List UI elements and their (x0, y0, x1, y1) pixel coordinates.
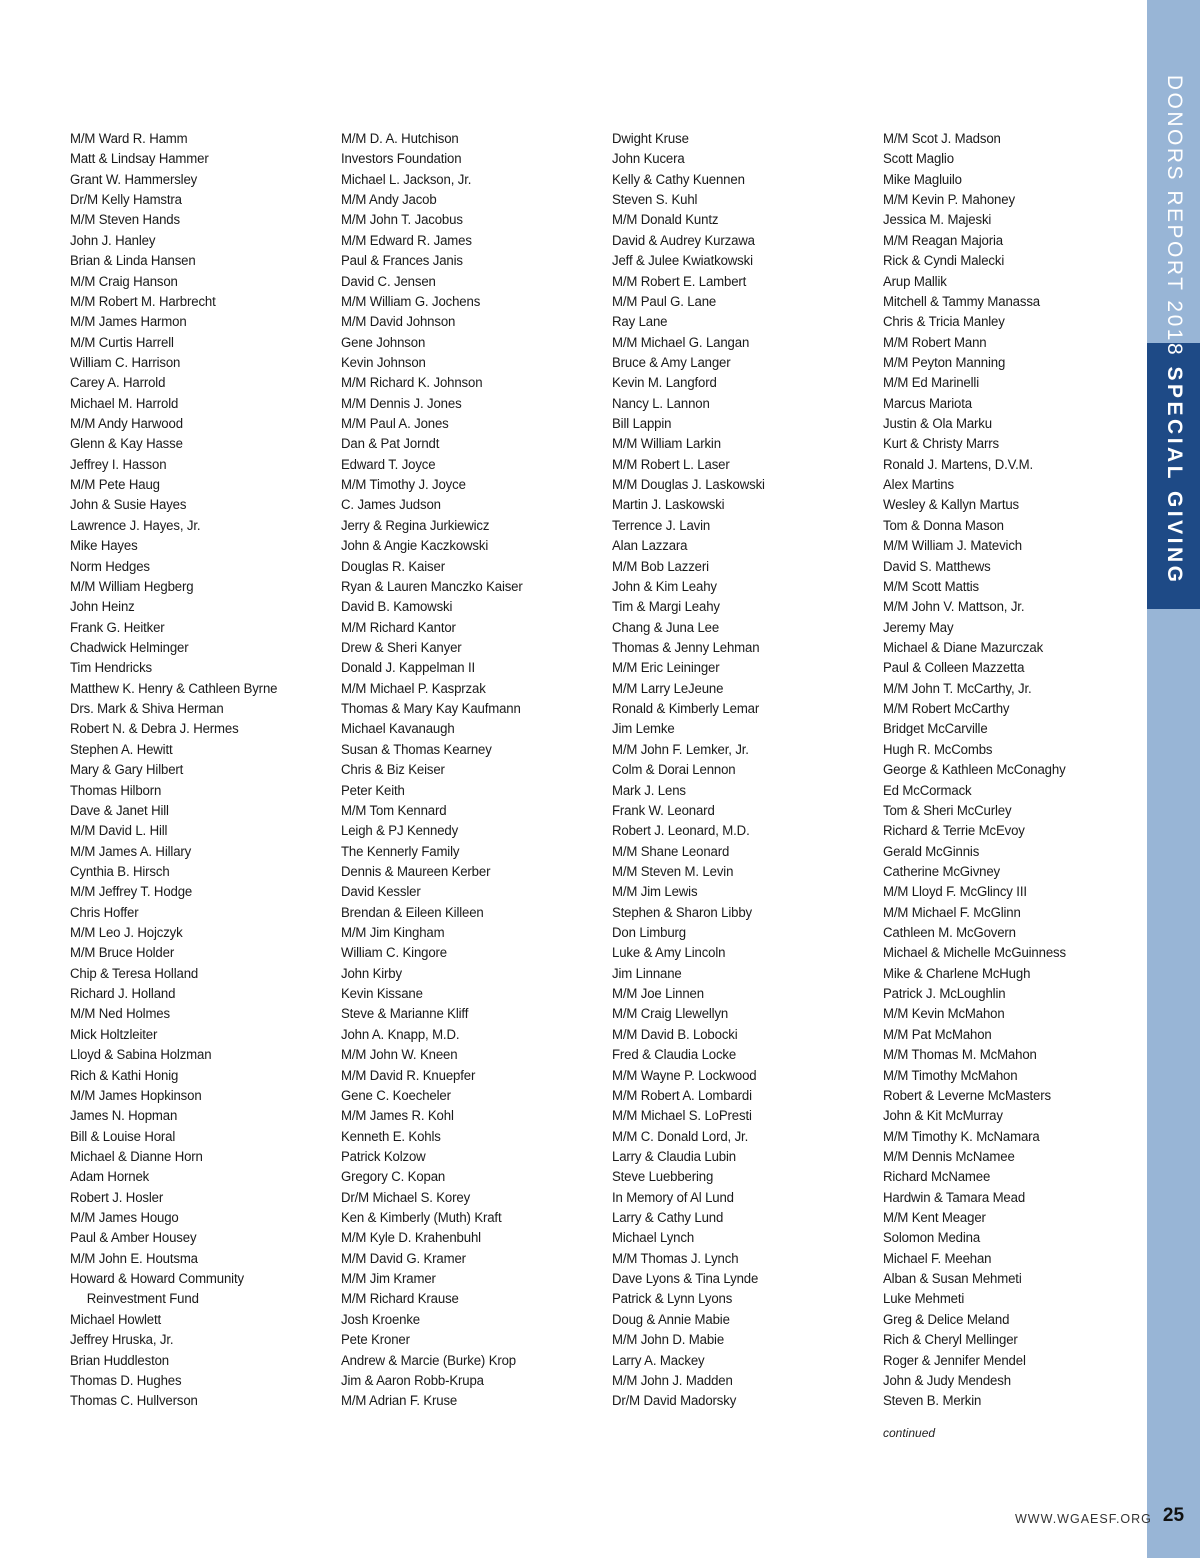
donor-name: John & Susie Hayes (70, 497, 187, 514)
donor-name: Arup Mallik (883, 273, 947, 290)
donor-name: M/M John J. Madden (612, 1372, 733, 1389)
donor-column-1 (70, 129, 303, 1412)
donor-name: In Memory of Al Lund (612, 1189, 734, 1206)
donor-name: Jim & Aaron Robb-Krupa (341, 1372, 484, 1389)
donor-name: M/M John T. McCarthy, Jr. (883, 680, 1032, 697)
donor-name: Thomas & Jenny Lehman (612, 639, 760, 656)
donor-name: Brian & Linda Hansen (70, 253, 196, 270)
donor-name: Mike Hayes (70, 538, 138, 555)
donor-name: M/M David R. Knuepfer (341, 1067, 476, 1084)
donor-name: Frank W. Leonard (612, 802, 715, 819)
donor-name: Reinvestment Fund (86, 1291, 199, 1308)
donor-name: Kevin Kissane (341, 986, 423, 1003)
donor-name: Jessica M. Majeski (883, 212, 992, 229)
donor-name: Edward T. Joyce (341, 456, 436, 473)
donor-name: David & Audrey Kurzawa (612, 232, 755, 249)
donor-name: John & Kit McMurray (883, 1108, 1003, 1125)
donor-name: Paul & Frances Janis (341, 253, 463, 270)
donor-name: M/M William Larkin (612, 436, 721, 453)
donor-name: M/M Timothy K. McNamara (883, 1128, 1040, 1145)
donor-name: M/M C. Donald Lord, Jr. (612, 1128, 749, 1145)
donor-name: M/M Robert McCarthy (883, 701, 1010, 718)
donor-name: Rich & Kathi Honig (70, 1067, 179, 1084)
donor-name: M/M David Johnson (341, 314, 456, 331)
donor-name: David S. Matthews (883, 558, 991, 575)
donor-name: M/M Ed Marinelli (883, 375, 980, 392)
donor-name: Leigh & PJ Kennedy (341, 823, 459, 840)
donor-name: Luke & Amy Lincoln (612, 945, 726, 962)
donor-name: Michael Kavanaugh (341, 721, 455, 738)
donor-name: Patrick & Lynn Lyons (612, 1291, 733, 1308)
donor-name: John J. Hanley (70, 232, 156, 249)
donor-name: Justin & Ola Marku (883, 416, 992, 433)
donor-name: Thomas C. Hullverson (70, 1393, 198, 1410)
donor-name: Jerry & Regina Jurkiewicz (341, 517, 490, 534)
donor-name: M/M Robert A. Lombardi (612, 1087, 752, 1104)
donor-name: Chip & Teresa Holland (70, 965, 199, 982)
donor-name: Cynthia B. Hirsch (70, 863, 170, 880)
donor-name: Peter Keith (341, 782, 405, 799)
donor-name: M/M Shane Leonard (612, 843, 730, 860)
donor-name: Richard J. Holland (70, 986, 176, 1003)
donor-name: Mark J. Lens (612, 782, 686, 799)
donor-name: Andrew & Marcie (Burke) Krop (341, 1352, 517, 1369)
donor-name: M/M Robert M. Harbrecht (70, 293, 216, 310)
donor-name: Norm Hedges (70, 558, 150, 575)
donor-name: Drew & Sheri Kanyer (341, 639, 462, 656)
donor-name: Ronald J. Martens, D.V.M. (883, 456, 1034, 473)
donor-name: M/M Jim Kramer (341, 1271, 436, 1288)
donor-name: Bill Lappin (612, 416, 672, 433)
donor-name: M/M John V. Mattson, Jr. (883, 599, 1025, 616)
donor-name: Wesley & Kallyn Martus (883, 497, 1020, 514)
donor-name: M/M Timothy McMahon (883, 1067, 1018, 1084)
donor-name: Donald J. Kappelman II (341, 660, 476, 677)
donor-name: Jim Lemke (612, 721, 675, 738)
donor-name: Colm & Dorai Lennon (612, 762, 736, 779)
donor-name: M/M Michael P. Kasprzak (341, 680, 486, 697)
donor-name: M/M James Hougo (70, 1210, 179, 1227)
donor-name: Paul & Amber Housey (70, 1230, 197, 1247)
donor-name: Tim & Margi Leahy (612, 599, 720, 616)
donor-name: Ed McCormack (883, 782, 972, 799)
donor-name: Michael & Michelle McGuinness (883, 945, 1066, 962)
donor-name: M/M Larry LeJeune (612, 680, 724, 697)
section-title: SPECIAL GIVING (1163, 366, 1186, 586)
donor-name: M/M Craig Llewellyn (612, 1006, 729, 1023)
donor-name: Fred & Claudia Locke (612, 1047, 737, 1064)
donor-name: Adam Hornek (70, 1169, 150, 1186)
donor-name: Alex Martins (883, 477, 954, 494)
donor-name: Dr/M Kelly Hamstra (70, 192, 182, 209)
donor-name: Brendan & Eileen Killeen (341, 904, 484, 921)
donor-name: Gerald McGinnis (883, 843, 980, 860)
donor-name: Don Limburg (612, 925, 687, 942)
donor-name: M/M Joe Linnen (612, 986, 704, 1003)
donor-name: M/M Steven Hands (70, 212, 180, 229)
donor-name: David C. Jensen (341, 273, 436, 290)
donor-name: Susan & Thomas Kearney (341, 741, 492, 758)
donor-column-4 (883, 129, 1116, 1412)
donor-name: Roger & Jennifer Mendel (883, 1352, 1026, 1369)
donor-name: M/M Michael S. LoPresti (612, 1108, 752, 1125)
donor-name: John & Angie Kaczkowski (341, 538, 489, 555)
donor-name: Steven S. Kuhl (612, 192, 698, 209)
continued-label: continued (883, 1426, 936, 1440)
donor-name: Luke Mehmeti (883, 1291, 965, 1308)
donor-name: M/M Jeffrey T. Hodge (70, 884, 193, 901)
donor-name: M/M James Hopkinson (70, 1087, 202, 1104)
donor-name: Chris Hoffer (70, 904, 139, 921)
donor-name: Bill & Louise Horal (70, 1128, 176, 1145)
donor-name: Chris & Biz Keiser (341, 762, 445, 779)
donor-name: John & Judy Mendesh (883, 1372, 1011, 1389)
donor-name: Carey A. Harrold (70, 375, 166, 392)
donor-name: Bridget McCarville (883, 721, 988, 738)
donor-name: M/M Richard K. Johnson (341, 375, 483, 392)
donor-name: Gregory C. Kopan (341, 1169, 446, 1186)
donor-name: Matthew K. Henry & Cathleen Byrne (70, 680, 278, 697)
donor-name: M/M Pat McMahon (883, 1026, 992, 1043)
donor-name: M/M David L. Hill (70, 823, 168, 840)
donor-name: Ray Lane (612, 314, 668, 331)
donor-name: Dr/M Michael S. Korey (341, 1189, 471, 1206)
donor-name: Dr/M David Madorsky (612, 1393, 737, 1410)
donor-name: Chris & Tricia Manley (883, 314, 1005, 331)
donor-name: Mary & Gary Hilbert (70, 762, 184, 779)
donor-name: Ryan & Lauren Manczko Kaiser (341, 578, 523, 595)
donor-name: M/M Peyton Manning (883, 354, 1006, 371)
donor-name: M/M Donald Kuntz (612, 212, 719, 229)
donor-name: M/M Richard Kantor (341, 619, 456, 636)
donor-column-2 (341, 129, 574, 1412)
donor-name: M/M Thomas J. Lynch (612, 1250, 739, 1267)
donor-name: Michael F. Meehan (883, 1250, 992, 1267)
donor-name: M/M Timothy J. Joyce (341, 477, 466, 494)
donor-name: John Heinz (70, 599, 135, 616)
donor-name: M/M Michael F. McGlinn (883, 904, 1021, 921)
donor-name: Kevin M. Langford (612, 375, 717, 392)
donor-name: M/M Robert Mann (883, 334, 987, 351)
donor-name: John Kucera (612, 151, 685, 168)
footer-url[interactable]: WWW.WGAESF.ORG (1015, 1512, 1152, 1526)
donor-name: Dave Lyons & Tina Lynde (612, 1271, 759, 1288)
donor-name: M/M Lloyd F. McGlincy III (883, 884, 1027, 901)
donor-name: Gene Johnson (341, 334, 426, 351)
donor-name: M/M Kyle D. Krahenbuhl (341, 1230, 481, 1247)
donor-name: M/M Kent Meager (883, 1210, 986, 1227)
donor-name: James N. Hopman (70, 1108, 178, 1125)
donor-name: Nancy L. Lannon (612, 395, 710, 412)
donor-name: Greg & Delice Meland (883, 1311, 1010, 1328)
donor-name: Ken & Kimberly (Muth) Kraft (341, 1210, 502, 1227)
donor-name: M/M Eric Leininger (612, 660, 720, 677)
donor-name: Patrick Kolzow (341, 1148, 426, 1165)
donor-name: Pete Kroner (341, 1332, 410, 1349)
donor-name: Dave & Janet Hill (70, 802, 169, 819)
donor-name: Jim Linnane (612, 965, 682, 982)
donor-name: Michael & Diane Mazurczak (883, 639, 1044, 656)
donor-name: M/M Curtis Harrell (70, 334, 174, 351)
donor-name: Terrence J. Lavin (612, 517, 711, 534)
donor-name: Thomas D. Hughes (70, 1372, 182, 1389)
donor-name: Michael M. Harrold (70, 395, 179, 412)
donor-name: Dan & Pat Jorndt (341, 436, 440, 453)
donor-name: M/M Edward R. James (341, 232, 472, 249)
donor-name: M/M Michael G. Langan (612, 334, 750, 351)
donor-name: M/M William J. Matevich (883, 538, 1023, 555)
donor-name: Alban & Susan Mehmeti (883, 1271, 1022, 1288)
donor-name: Kelly & Cathy Kuennen (612, 171, 745, 188)
report-title: DONORS REPORT 2018 (1163, 74, 1186, 358)
donor-name: Mike Magluilo (883, 171, 962, 188)
donor-name: M/M James A. Hillary (70, 843, 192, 860)
donor-name: Lawrence J. Hayes, Jr. (70, 517, 201, 534)
donor-name: Jeremy May (883, 619, 954, 636)
donor-name: Larry & Cathy Lund (612, 1210, 724, 1227)
donor-name: M/M Douglas J. Laskowski (612, 477, 765, 494)
donor-name: M/M Robert E. Lambert (612, 273, 747, 290)
donor-name: M/M John D. Mabie (612, 1332, 725, 1349)
donor-name: Mike & Charlene McHugh (883, 965, 1031, 982)
donor-name: M/M Jim Lewis (612, 884, 698, 901)
donor-name: M/M Andy Harwood (70, 416, 183, 433)
donor-name: M/M Scott Mattis (883, 578, 980, 595)
donor-name: John & Kim Leahy (612, 578, 717, 595)
donor-name: Robert J. Hosler (70, 1189, 164, 1206)
donor-name: M/M Bob Lazzeri (612, 558, 709, 575)
donor-name: Michael Howlett (70, 1311, 162, 1328)
donor-name: M/M Dennis McNamee (883, 1148, 1015, 1165)
donor-name: Patrick J. McLoughlin (883, 986, 1006, 1003)
donor-name: Michael Lynch (612, 1230, 695, 1247)
donor-name: Stephen & Sharon Libby (612, 904, 752, 921)
donor-name: Martin J. Laskowski (612, 497, 725, 514)
donor-name: Mick Holtzleiter (70, 1026, 158, 1043)
donor-name: M/M Steven M. Levin (612, 863, 734, 880)
donor-name: Chang & Juna Lee (612, 619, 720, 636)
donor-name: Steve Luebbering (612, 1169, 714, 1186)
donor-name: Tom & Sheri McCurley (883, 802, 1012, 819)
donor-name: Investors Foundation (341, 151, 462, 168)
donor-name: M/M William G. Jochens (341, 293, 481, 310)
donor-name: David Kessler (341, 884, 421, 901)
donor-name: Thomas Hilborn (70, 782, 162, 799)
donor-name: M/M D. A. Hutchison (341, 131, 459, 147)
donor-name: Robert & Leverne McMasters (883, 1087, 1051, 1104)
donor-name: Doug & Annie Mabie (612, 1311, 730, 1328)
donor-name: John Kirby (341, 965, 402, 982)
donor-name: M/M Pete Haug (70, 477, 160, 494)
donor-name: Dwight Kruse (612, 131, 689, 147)
donor-name: M/M Robert L. Laser (612, 456, 730, 473)
donor-name: Drs. Mark & Shiva Herman (70, 701, 224, 718)
donor-name: David B. Kamowski (341, 599, 453, 616)
donor-name: Scott Maglio (883, 151, 954, 168)
donor-name: M/M Andy Jacob (341, 192, 437, 209)
donor-name: M/M Tom Kennard (341, 802, 447, 819)
donor-name: M/M James Harmon (70, 314, 187, 331)
donor-name: Larry A. Mackey (612, 1352, 705, 1369)
donor-name: M/M Bruce Holder (70, 945, 175, 962)
donor-name: Richard McNamee (883, 1169, 991, 1186)
donor-name: M/M Leo J. Hojczyk (70, 925, 183, 942)
donor-name: C. James Judson (341, 497, 441, 514)
donor-name: Hardwin & Tamara Mead (883, 1189, 1026, 1206)
donor-name: Brian Huddleston (70, 1352, 170, 1369)
donor-name: Gene C. Koecheler (341, 1087, 451, 1104)
donor-name: Douglas R. Kaiser (341, 558, 445, 575)
donor-name: Lloyd & Sabina Holzman (70, 1047, 212, 1064)
donor-name: Hugh R. McCombs (883, 741, 993, 758)
donor-name: Glenn & Kay Hasse (70, 436, 183, 453)
donor-name: Kenneth E. Kohls (341, 1128, 441, 1145)
donor-name: Richard & Terrie McEvoy (883, 823, 1025, 840)
donor-name: William C. Harrison (70, 354, 181, 371)
donor-name: Solomon Medina (883, 1230, 981, 1247)
donor-name: M/M David B. Lobocki (612, 1026, 738, 1043)
donor-name: Marcus Mariota (883, 395, 972, 412)
donor-name: M/M Wayne P. Lockwood (612, 1067, 757, 1084)
donor-name: M/M William Hegberg (70, 578, 194, 595)
donor-name: M/M Paul G. Lane (612, 293, 717, 310)
donor-column-3 (612, 129, 845, 1412)
donor-name: Paul & Colleen Mazzetta (883, 660, 1025, 677)
donor-name: Matt & Lindsay Hammer (70, 151, 209, 168)
donor-name: M/M Kevin McMahon (883, 1006, 1005, 1023)
donor-name: M/M Jim Kingham (341, 925, 445, 942)
donor-name: Grant W. Hammersley (70, 171, 198, 188)
donor-name: Kevin Johnson (341, 354, 426, 371)
donor-name: M/M Kevin P. Mahoney (883, 192, 1015, 209)
donor-name: M/M James R. Kohl (341, 1108, 454, 1125)
donor-name: M/M John E. Houtsma (70, 1250, 198, 1267)
donor-name: Howard & Howard Community (70, 1271, 244, 1288)
donor-name: Michael L. Jackson, Jr. (341, 171, 472, 188)
donor-name: M/M Ward R. Hamm (70, 131, 188, 147)
donor-name: M/M Ned Holmes (70, 1006, 170, 1023)
donor-name: Cathleen M. McGovern (883, 925, 1016, 942)
donor-name: Josh Kroenke (341, 1311, 421, 1328)
donor-name: Jeffrey I. Hasson (70, 456, 167, 473)
donor-name: The Kennerly Family (341, 843, 460, 860)
donor-name: M/M Thomas M. McMahon (883, 1047, 1037, 1064)
donor-name: M/M John T. Jacobus (341, 212, 463, 229)
donor-name: M/M John W. Kneen (341, 1047, 458, 1064)
donor-name: Jeffrey Hruska, Jr. (70, 1332, 174, 1349)
donor-name: M/M Dennis J. Jones (341, 395, 462, 412)
donor-name: Alan Lazzara (612, 538, 688, 555)
donor-name: William C. Kingore (341, 945, 448, 962)
donor-name: M/M David G. Kramer (341, 1250, 466, 1267)
donor-name: M/M Scot J. Madson (883, 131, 1001, 147)
donor-name: M/M John F. Lemker, Jr. (612, 741, 749, 758)
donor-name: Chadwick Helminger (70, 639, 189, 656)
donor-name: Bruce & Amy Langer (612, 354, 731, 371)
donor-name: Tom & Donna Mason (883, 517, 1004, 534)
donor-name: M/M Craig Hanson (70, 273, 178, 290)
donor-name: Stephen A. Hewitt (70, 741, 173, 758)
donor-name: Tim Hendricks (70, 660, 153, 677)
donor-name: Rick & Cyndi Malecki (883, 253, 1005, 270)
donor-name: George & Kathleen McConaghy (883, 762, 1066, 779)
donor-name: Robert J. Leonard, M.D. (612, 823, 750, 840)
donor-name: Steven B. Merkin (883, 1393, 982, 1410)
page-number: 25 (1162, 1505, 1185, 1526)
donor-name: M/M Adrian F. Kruse (341, 1393, 458, 1410)
donor-name: Ronald & Kimberly Lemar (612, 701, 760, 718)
donor-name: Dennis & Maureen Kerber (341, 863, 491, 880)
donor-name: Michael & Dianne Horn (70, 1148, 203, 1165)
donor-name: John A. Knapp, M.D. (341, 1026, 460, 1043)
donor-name: Robert N. & Debra J. Hermes (70, 721, 239, 738)
donor-name: Steve & Marianne Kliff (341, 1006, 469, 1023)
donor-name: Jeff & Julee Kwiatkowski (612, 253, 753, 270)
donor-name: M/M Paul A. Jones (341, 416, 449, 433)
donor-name: Mitchell & Tammy Manassa (883, 293, 1040, 310)
donor-name: Kurt & Christy Marrs (883, 436, 999, 453)
donor-name: Catherine McGivney (883, 863, 1001, 880)
donor-name: Thomas & Mary Kay Kaufmann (341, 701, 521, 718)
donor-name: M/M Richard Krause (341, 1291, 459, 1308)
donor-name: Rich & Cheryl Mellinger (883, 1332, 1018, 1349)
donor-name: Larry & Claudia Lubin (612, 1148, 736, 1165)
donor-name: Frank G. Heitker (70, 619, 165, 636)
donor-name: M/M Reagan Majoria (883, 232, 1003, 249)
